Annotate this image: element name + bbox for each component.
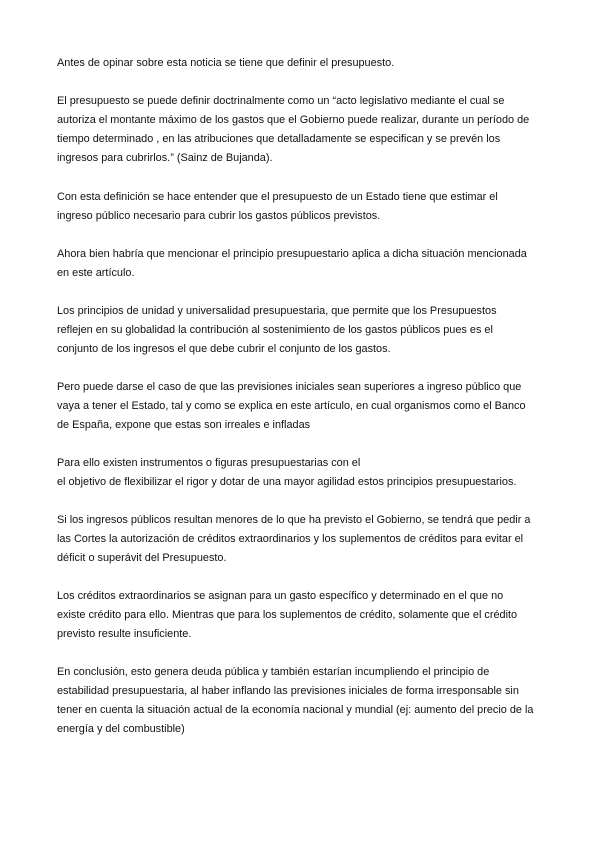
text-line: Si los ingresos públicos resultan menores de lo que ha previsto el Gobierno, se tendrá que pedir a: [57, 514, 531, 526]
text-line: Los créditos extraordinarios se asignan para un gasto específico y determinado en el que no: [57, 590, 504, 602]
paragraph-3: [57, 188, 543, 226]
text-line: ingreso público necesario para cubrir los gastos públicos previstos.: [57, 210, 381, 222]
paragraph-1: [57, 54, 543, 73]
text-line: reflejen en su globalidad la contribución al sostenimiento de los gastos públicos pues es el: [57, 324, 493, 336]
text-line: Antes de opinar sobre esta noticia se tiene que definir el presupuesto.: [57, 57, 395, 69]
paragraph-6: [57, 378, 543, 435]
text-line: vaya a tener el Estado, tal y como se explica en este artículo, en cual organismos como el Banco: [57, 400, 526, 412]
text-line: Pero puede darse el caso de que las previsiones iniciales sean superiores a ingreso público que: [57, 381, 522, 393]
text-line: autoriza el montante máximo de los gastos que el Gobierno puede realizar, durante un período de: [57, 114, 530, 126]
text-line: energía y del combustible): [57, 723, 185, 735]
text-line: Ahora bien habría que mencionar el principio presupuestario aplica a dicha situación mencionada: [57, 248, 527, 260]
text-line: las Cortes la autorización de créditos extraordinarios y los suplementos de créditos para evitar el: [57, 533, 524, 545]
paragraph-7: [57, 454, 543, 492]
text-line: existe crédito para ello. Mientras que para los suplementos de crédito, solamente que el crédito: [57, 609, 518, 621]
text-line: el objetivo de flexibilizar el rigor y dotar de una mayor agilidad estos principios presupuestarios.: [57, 476, 517, 488]
text-line: Con esta definición se hace entender que el presupuesto de un Estado tiene que estimar el: [57, 191, 498, 203]
text-line: En conclusión, esto genera deuda pública y también estarían incumpliendo el principio de: [57, 666, 490, 678]
text-line: Los principios de unidad y universalidad presupuestaria, que permite que los Presupuestos: [57, 305, 497, 317]
text-line: ingresos para cubrirlos.” (Sainz de Bujanda).: [57, 152, 273, 164]
text-line: estabilidad presupuestaria, al haber inflando las previsiones iniciales de forma irresponsable sin: [57, 685, 519, 697]
text-line: previsto resulte insuficiente.: [57, 628, 192, 640]
paragraph-10: [57, 663, 543, 739]
paragraph-9: [57, 587, 543, 644]
text-line: Para ello existen instrumentos o figuras presupuestarias con el: [57, 457, 361, 469]
paragraph-8: [57, 511, 543, 568]
text-line: conjunto de los ingresos el que debe cubrir el conjunto de los gastos.: [57, 343, 391, 355]
text-line: déficit o superávit del Presupuesto.: [57, 552, 227, 564]
paragraph-2: [57, 92, 543, 168]
paragraph-5: [57, 302, 543, 359]
text-line: en este artículo.: [57, 267, 135, 279]
paragraph-4: [57, 245, 543, 283]
text-line: tener en cuenta la situación actual de la economía nacional y mundial (ej: aumento del precio de la: [57, 704, 534, 716]
text-line: tiempo determinado , en las atribuciones que detalladamente se especifican y se prevén los: [57, 133, 501, 145]
text-line: El presupuesto se puede definir doctrinalmente como un “acto legislativo mediante el cual se: [57, 95, 505, 107]
text-line: de España, expone que estas son irreales e infladas: [57, 419, 311, 431]
